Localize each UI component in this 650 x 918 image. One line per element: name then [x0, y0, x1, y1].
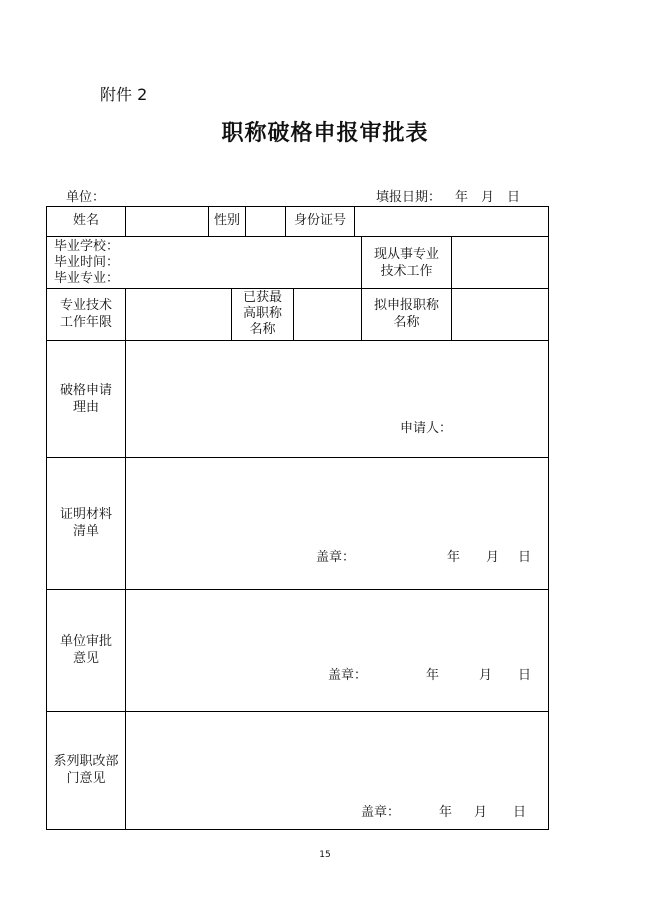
name-input[interactable] [126, 207, 208, 236]
page-title: 职称破格申报审批表 [221, 121, 429, 146]
table-border-right [548, 206, 549, 830]
page-number: 15 [319, 850, 331, 860]
graduation-time-label: 毕业时间： [54, 255, 120, 270]
dept-opinion-month: 月 [474, 805, 488, 820]
table-line [361, 288, 362, 340]
unit-approval-label-line2: 意见 [72, 651, 99, 666]
header-year: 年 [455, 190, 469, 205]
unit-approval-seal-label: 盖章： [328, 668, 368, 683]
unit-approval-input-area[interactable] [126, 590, 548, 711]
work-years-label-line2: 工作年限 [59, 315, 112, 330]
materials-input-area[interactable] [126, 458, 548, 589]
dept-opinion-year: 年 [439, 805, 453, 820]
dept-opinion-label-line2: 门意见 [66, 771, 106, 786]
highest-title-input[interactable] [294, 289, 361, 340]
gender-label: 性别 [213, 213, 240, 228]
dept-opinion-seal-label: 盖章： [361, 805, 401, 820]
graduation-major-label: 毕业专业： [54, 271, 120, 286]
work-years-label-line1: 专业技术 [59, 298, 112, 313]
unit-label: 单位： [66, 190, 106, 205]
highest-title-label-line2: 高职称 [242, 306, 282, 321]
applicant-label: 申请人： [400, 421, 453, 436]
materials-label-line2: 清单 [72, 524, 99, 539]
reason-label-line1: 破格申请 [59, 383, 112, 398]
work-years-input[interactable] [126, 289, 231, 340]
materials-year: 年 [447, 550, 461, 565]
unit-approval-day: 日 [518, 668, 532, 683]
highest-title-label-line3: 名称 [249, 322, 276, 337]
header-month: 月 [481, 190, 495, 205]
proposed-title-label-line2: 名称 [393, 315, 420, 330]
current-work-input[interactable] [452, 237, 548, 288]
header-day: 日 [507, 190, 521, 205]
name-label: 姓名 [72, 213, 99, 228]
proposed-title-input[interactable] [452, 289, 548, 340]
graduation-school-label: 毕业学校： [54, 239, 120, 254]
materials-label-line1: 证明材料 [59, 507, 112, 522]
materials-seal-label: 盖章： [316, 550, 356, 565]
unit-approval-label-line1: 单位审批 [59, 634, 112, 649]
attachment-label: 附件 2 [100, 85, 148, 104]
dept-opinion-day: 日 [513, 805, 527, 820]
reason-input-area[interactable] [126, 341, 548, 457]
materials-month: 月 [486, 550, 500, 565]
gender-input[interactable] [246, 207, 285, 236]
reason-label-line2: 理由 [72, 400, 99, 415]
current-work-label-line1: 现从事专业 [373, 247, 439, 262]
fill-date-label: 填报日期： [376, 190, 442, 205]
unit-approval-year: 年 [426, 668, 440, 683]
highest-title-label-line1: 已获最 [242, 290, 282, 305]
dept-opinion-label-line1: 系列职改部 [53, 754, 119, 769]
unit-approval-month: 月 [479, 668, 493, 683]
current-work-label-line2: 技术工作 [380, 264, 433, 279]
id-number-label: 身份证号 [293, 213, 346, 228]
proposed-title-label-line1: 拟申报职称 [373, 298, 439, 313]
materials-day: 日 [518, 550, 532, 565]
id-number-input[interactable] [355, 207, 548, 236]
table-border-bottom [46, 829, 549, 830]
